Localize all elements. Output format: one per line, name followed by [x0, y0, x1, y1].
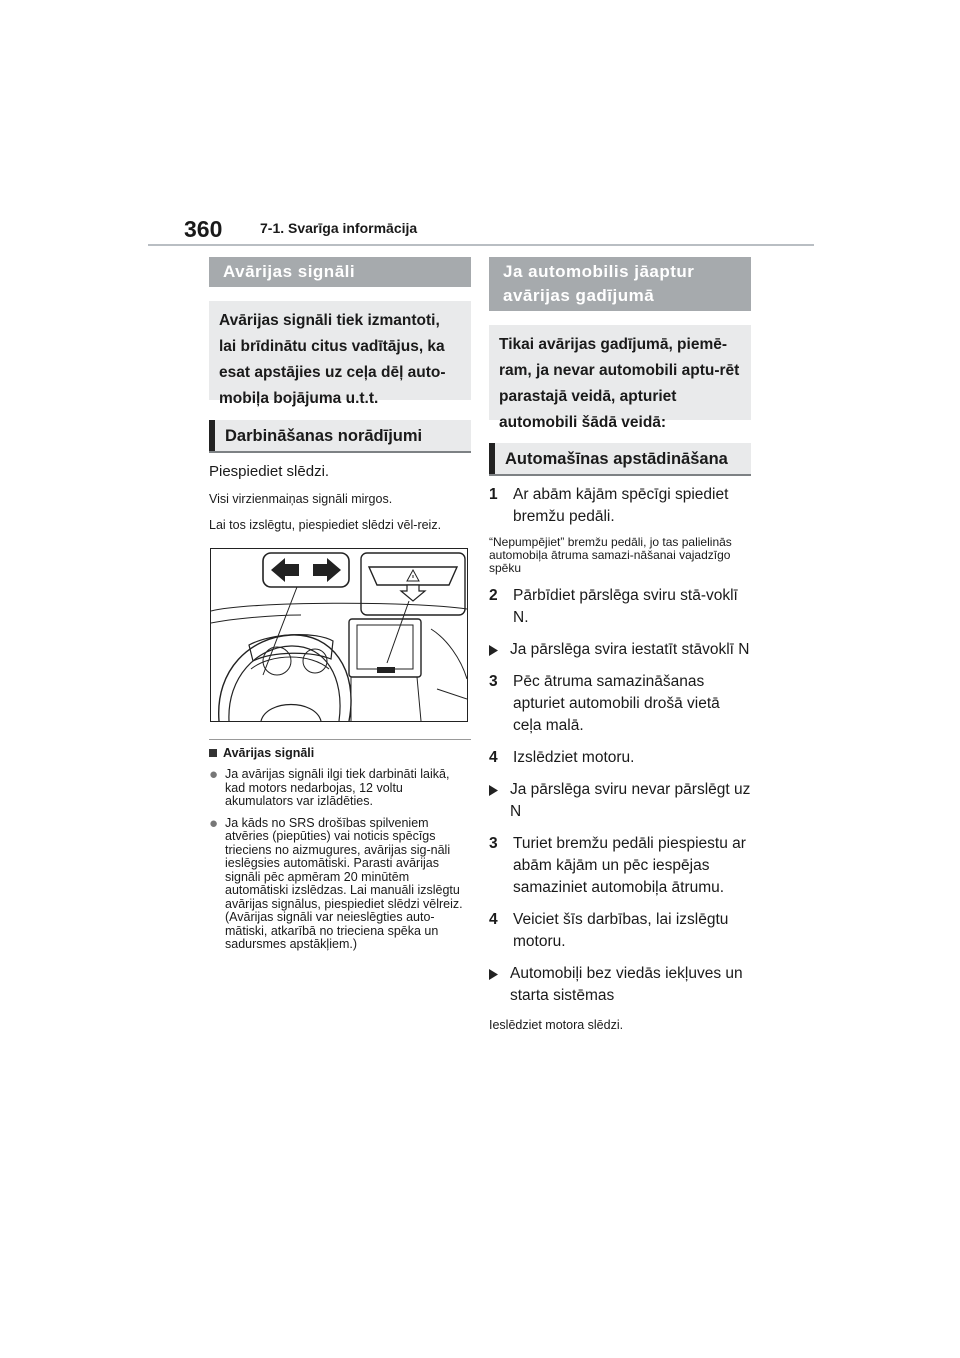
triangle-bullet-icon [489, 779, 510, 823]
step-4a [489, 747, 751, 769]
step-3b [489, 833, 751, 899]
triangle-bullet-icon [489, 639, 510, 661]
circle-bullet-icon: ● [209, 766, 219, 783]
step-text: Ar abām kājām spēcīgi spiediet bremžu pedāli. [513, 486, 729, 525]
step-number: 2 [489, 587, 498, 604]
case-cannot-shift [489, 779, 751, 823]
step-text: Turiet bremžu pedāli piespiestu ar abām kājām un pēc iespējas samaziniet automobiļa ātrumu. [513, 835, 746, 896]
step-number: 4 [489, 749, 498, 766]
note-item [209, 768, 471, 809]
press-switch-text: Piespiediet slēdzi. [209, 463, 330, 480]
hazard-lights-intro: Avārijas signāli tiek izmantoti, lai brīdinātu citus vadītājus, ka esat apstājies uz ceļa dēļ auto-mobiļa bojājuma u.t.t. [209, 301, 471, 400]
step-1 [489, 484, 751, 528]
step-text: Pēc ātruma samazināšanas apturiet automobili drošā vietā ceļa malā. [513, 673, 720, 734]
hazard-lights-banner: Avārijas signāli [209, 257, 471, 287]
case-shift-to-n [489, 639, 751, 661]
notes-heading [209, 746, 471, 760]
step-number: 1 [489, 486, 498, 503]
case-text: Ja pārslēga svira iestatīt stāvoklī N [510, 641, 750, 658]
note-text: Ja avārijas signāli ilgi tiek darbināti laikā, kad motors nedarbojas, 12 voltu akumulators var izlādēties. [225, 767, 450, 808]
final-instruction: Ieslēdziet motora slēdzi. [489, 1018, 624, 1032]
steering-wheel [219, 635, 351, 721]
step-2 [489, 585, 751, 629]
right-column [489, 257, 751, 1033]
case-text: Ja pārslēga sviru nevar pārslēgt uz N [510, 781, 751, 820]
page-number: 360 [184, 216, 223, 242]
emergency-stop-intro: Tikai avārijas gadījumā, piemē-ram, ja nevar automobili aptu-rēt parastajā veidā, apturiet automobili šādā veidā: [489, 325, 751, 420]
notes-divider [209, 739, 471, 740]
step-text: Pārbīdiet pārslēga sviru stā-voklī N. [513, 587, 738, 626]
turn-signal-arrows-callout [263, 553, 349, 675]
all-signals-flash-text: Visi virzienmaiņas signāli mirgos. [209, 492, 393, 506]
center-display [349, 619, 421, 677]
section-title: 7-1. Svarīga informācija [260, 220, 418, 236]
emergency-stop-banner: Ja automobilis jāaptur avārijas gadījumā [489, 257, 751, 311]
step-3a [489, 671, 751, 737]
triangle-bullet-icon [489, 963, 510, 1007]
page-header [148, 212, 814, 246]
notes-heading-label: Avārijas signāli [223, 746, 315, 760]
square-bullet-icon [209, 749, 217, 757]
left-column [209, 257, 471, 952]
case-no-smart-entry [489, 963, 751, 1007]
operating-instructions-heading: Darbināšanas norādījumi [209, 420, 471, 453]
step-number: 3 [489, 835, 498, 852]
circle-bullet-icon: ● [209, 814, 219, 832]
dashboard-illustration [210, 548, 468, 722]
step-text: Izslēdziet motoru. [513, 749, 635, 766]
note-item [209, 814, 471, 952]
case-text: Automobiļi bez viedās iekļuves un starta sistēmas [510, 965, 743, 1004]
step-1-note: “Nepumpējiet” bremžu pedāli, jo tas palielinās automobiļa ātruma samazi-nāšanai vajadzīgo spēku [489, 535, 732, 575]
dashboard-lines [211, 603, 467, 721]
step-4b [489, 909, 751, 953]
stopping-vehicle-heading: Automašīnas apstādināšana [489, 443, 751, 476]
note-text: Ja kāds no SRS drošības spilveniem atvēries (piepūties) vai noticis spēcīgs trieciens no aizmugures, avārijas sig-nāli ieslēgsies automātiski. Parasti avārijas signāli pēc apmēram 20 minūtēm automātiski izslēdzas. Lai manuāli izslēgtu avārijas signālus, piespiediet slēdzi vēlreiz. (Avārijas signāli var neieslēgties auto-mātiski, atkarībā no trieciena spēka un sadursmes apstākļiem.) [225, 815, 463, 951]
step-number: 4 [489, 911, 498, 928]
step-text: Veiciet šīs darbības, lai izslēgtu motoru. [513, 911, 729, 950]
turn-off-text: Lai tos izslēgtu, piespiediet slēdzi vēl-reiz. [209, 518, 442, 532]
step-number: 3 [489, 673, 498, 690]
